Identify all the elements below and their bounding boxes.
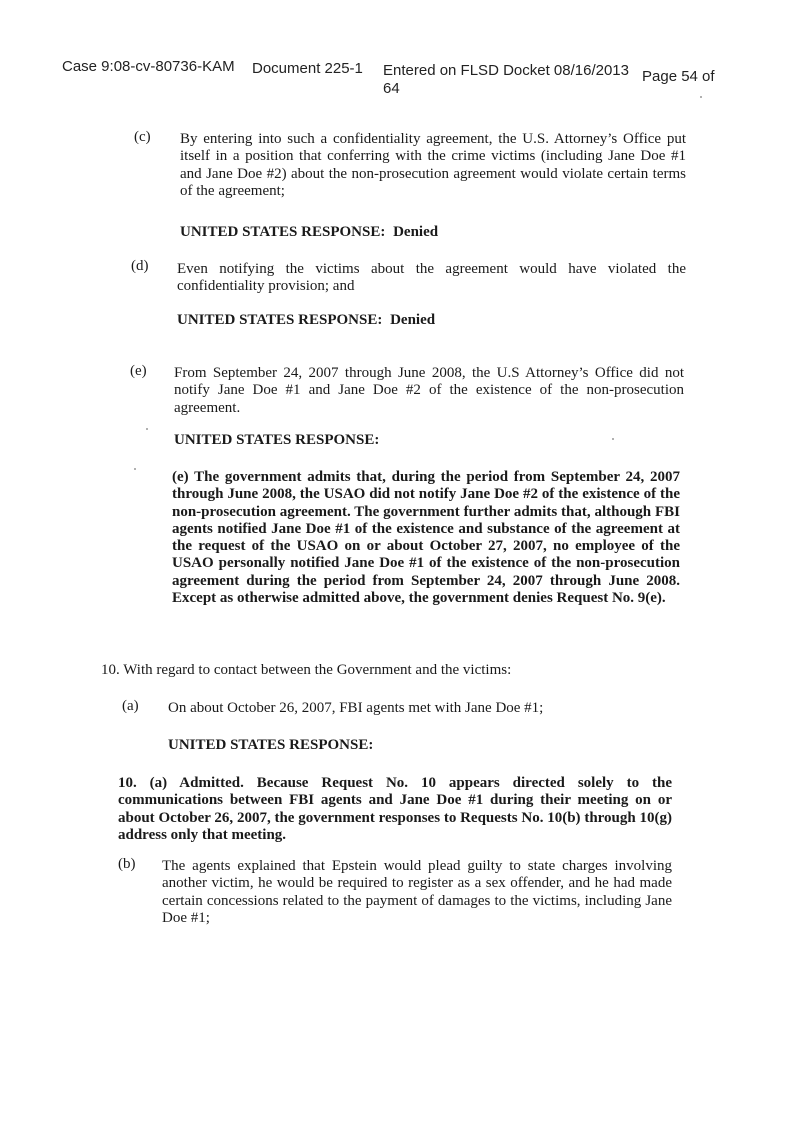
- item-e-response-label: UNITED STATES RESPONSE:: [174, 432, 380, 448]
- item-10b-label: (b): [118, 856, 136, 872]
- docket-entry: Entered on FLSD Docket 08/16/2013: [383, 62, 629, 79]
- page-number: Page 54 of: [642, 68, 715, 85]
- scan-speck: [146, 428, 148, 430]
- item-c-response: [180, 224, 580, 241]
- item-c-label: (c): [134, 129, 151, 145]
- item-10-intro: 10. With regard to contact between the Government and the victims:: [101, 662, 512, 678]
- item-e-text: From September 24, 2007 through June 2008, the U.S Attorney’s Office did not notify Jane Doe #1 and Jane Doe #2 of the existence of the non-prosecution agreement.: [174, 365, 684, 416]
- document-number: Document 225-1: [252, 60, 363, 77]
- scan-speck: [700, 96, 702, 98]
- case-number: Case 9:08-cv-80736-KAM: [62, 58, 235, 75]
- item-d-response-label: UNITED STATES RESPONSE:: [177, 312, 383, 328]
- item-10b-text: The agents explained that Epstein would plead guilty to state charges involving another victim, he would be required to register as a sex offender, and he had made certain concessions related to the payment of damages to the victims, including Jane Doe #1;: [162, 858, 672, 926]
- item-c-text: By entering into such a confidentiality agreement, the U.S. Attorney’s Office put itself in a position that conferring with the crime victims (including Jane Doe #1 and Jane Doe #2) about the non-prosecution agreement would violate certain terms of the agreement;: [180, 131, 686, 199]
- scan-speck: [134, 468, 136, 470]
- item-10-response-label: UNITED STATES RESPONSE:: [168, 737, 374, 753]
- item-e-response-text: (e) The government admits that, during the period from September 24, 2007 through June 2008, the USAO did not notify Jane Doe #2 of the existence of the non-prosecution agreement. The government further admits that, although FBI agents notified Jane Doe #1 of the existence and substance of the agreement at the request of the USAO on or about October 27, 2007, no employee of the USAO personally notified Jane Doe #1 of the existence of the non-prosecution agreement during the period from September 24, 2007 through June 2008. Except as otherwise admitted above, the government denies Request No. 9(e).: [172, 469, 680, 606]
- item-10-response-text: 10. (a) Admitted. Because Request No. 10 appears directed solely to the communications between FBI agents and Jane Doe #1 during their meeting on or about October 26, 2007, the government responses to Requests No. 10(b) through 10(g) address only that meeting.: [118, 775, 672, 843]
- item-d-response-value: Denied: [390, 312, 436, 328]
- item-c-response-value: Denied: [393, 224, 439, 240]
- item-e-label: (e): [130, 363, 147, 379]
- item-10a-text: On about October 26, 2007, FBI agents met with Jane Doe #1;: [168, 700, 544, 716]
- item-10a-label: (a): [122, 698, 139, 714]
- item-d-text: Even notifying the victims about the agreement would have violated the confidentiality provision; and: [177, 261, 686, 295]
- item-c-response-label: UNITED STATES RESPONSE:: [180, 224, 386, 240]
- page-total: 64: [383, 80, 400, 97]
- item-d-response: [177, 312, 577, 329]
- scan-speck: [612, 438, 614, 440]
- item-d-label: (d): [131, 258, 149, 274]
